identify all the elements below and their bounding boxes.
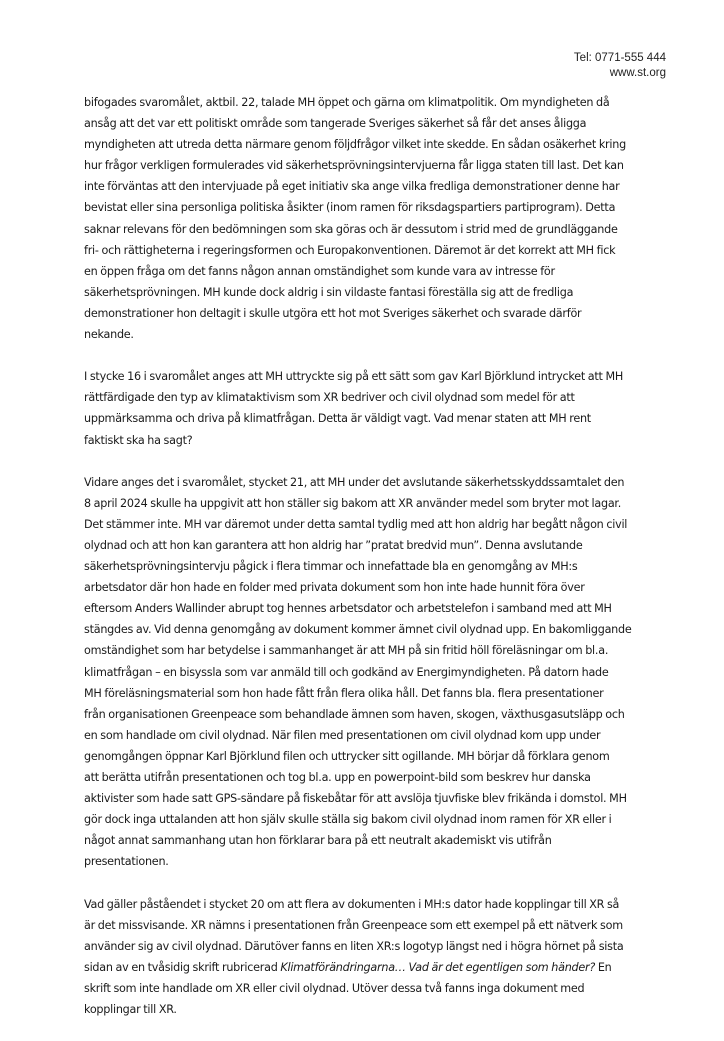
text-line: presentationen. [84, 855, 169, 869]
text-line: bifogades svaromålet, aktbil. 22, talade MH öppet och gärna om klimatpolitik. Om myndigheten då [84, 96, 610, 109]
text-line [84, 957, 664, 978]
website-url: www.st.org [609, 67, 666, 79]
text-line: säkerhetsprövningsintervju pågick i flera timmar och innefattade bla en genomgång av MH:s [84, 560, 578, 574]
text-fragment: En [595, 960, 612, 974]
text-line: uppmärksamma och driva på klimatfrågan. Detta är väldigt vagt. Vad menar staten att MH rent [84, 412, 591, 426]
text-line: en som handlade om civil olydnad. När filen med presentationen om civil olydnad kom upp under [84, 728, 601, 742]
text-line: arbetsdator där hon hade en folder med privata dokument som hon inte hade hunnit föra över [84, 581, 585, 595]
text-line: olydnad och att hon kan garantera att hon aldrig har ”pratat bredvid mun”. Denna avslutande [84, 538, 583, 552]
text-line: från organisationen Greenpeace som behandlade ämnen som haven, skogen, växthusgasutsläpp och [84, 707, 625, 721]
text-line: omständighet som har betydelse i sammanhanget är att MH på sin fritid höll föreläsningar om bl.a. [84, 644, 609, 658]
text-fragment: sidan av en tvåsidig skrift rubricerad [84, 960, 281, 974]
document-title-italic: Klimatförändringarna… Vad är det egentligen som händer? [280, 960, 596, 974]
text-line: 8 april 2024 skulle ha uppgivit att hon ställer sig bakom att XR använder medel som bryter mot lagar. [84, 496, 622, 510]
text-line: en öppen fråga om det fanns någon annan omständighet som kunde vara av intresse för [84, 264, 555, 278]
text-line: att berätta utifrån presentationen och tog bl.a. upp en powerpoint-bild som beskrev hur danska [84, 771, 591, 784]
text-line: säkerhetsprövningen. MH kunde dock aldrig i sin vildaste fantasi föreställa sig att de fredliga [84, 285, 574, 299]
text-line: demonstrationer hon deltagit i skulle utgöra ett hot mot Sveriges säkerhet och svarade därför [84, 306, 582, 320]
text-line: använder sig av civil olydnad. Därutöver fanns en liten XR:s logotyp längst ned i högra hörnet på sista [84, 939, 624, 953]
text-line: är det missvisande. XR nämns i presentationen från Greenpeace som ett exempel på ett nätverk som [84, 918, 623, 932]
text-line: aktivister som hade satt GPS-sändare på fiskebåtar för att avslöja tjuvfiske blev frikända i domstol. MH [84, 792, 627, 806]
phone-number: Tel: 0771-555 444 [573, 52, 666, 64]
paragraph-3 [84, 472, 664, 873]
text-line: ansåg att det var ett politiskt område som tangerade Sveriges säkerhet så får det anses åligga [84, 117, 587, 131]
letterhead-contact [574, 51, 666, 81]
text-line: bevistat eller sina personliga politiska åsikter (inom ramen för riksdagspartiers partiprogram). Detta [84, 201, 616, 215]
text-line: myndigheten att utreda detta närmare genom följdfrågor vilket inte skedde. En sådan osäkerhet kring [84, 138, 626, 152]
text-line: nekande. [84, 328, 134, 342]
text-line: hur frågor verkligen formulerades vid säkerhetsprövningsintervjuerna får ligga staten till last. Det kan [84, 159, 624, 173]
text-line: inte förväntas att den intervjuade på eget initiativ ska ange vilka fredliga demonstrationer denne har [84, 180, 620, 194]
text-line: Det stämmer inte. MH var däremot under detta samtal tydlig med att hon aldrig har begått någon civil [84, 517, 628, 531]
text-line: skrift som inte handlade om XR eller civil olydnad. Utöver dessa två fanns inga dokument med [84, 981, 585, 995]
paragraph-2 [84, 366, 664, 450]
text-line: fri- och rättigheterna i regeringsformen och Europakonventionen. Däremot är det korrekt att MH fick [84, 243, 616, 257]
text-line: klimatfrågan – en bisyssla som var anmäld till och godkänd av Energimyndigheten. På datorn hade [84, 665, 609, 679]
text-line: faktiskt ska ha sagt? [84, 433, 193, 447]
paragraph-4 [84, 894, 664, 1021]
text-line: rättfärdigade den typ av klimataktivism som XR bedriver och civil olydnad som medel för att [84, 391, 575, 405]
text-line: genomgången öppnar Karl Björklund filen och uttrycker sitt ogillande. MH börjar då förklara genom [84, 749, 610, 763]
text-line: Vidare anges det i svaromålet, stycket 21, att MH under det avslutande säkerhetsskyddssamtalet den [84, 475, 625, 489]
text-line: I stycke 16 i svaromålet anges att MH uttryckte sig på ett sätt som gav Karl Björklund intrycket att MH [84, 370, 624, 384]
text-line: eftersom Anders Wallinder abrupt tog hennes arbetsdator och arbetstelefon i samband med att MH [84, 602, 612, 616]
text-line: stängdes av. Vid denna genomgång av dokument kommer ämnet civil olydnad upp. En bakomliggande [84, 623, 632, 637]
text-line: gör dock inga uttalanden att hon själv skulle ställa sig bakom civil olydnad inom ramen för XR eller i [84, 813, 612, 827]
text-line: MH föreläsningsmaterial som hon hade fått från flera olika håll. Det fanns bla. flera presentationer [84, 686, 604, 700]
document-body [84, 92, 664, 1041]
text-line: kopplingar till XR. [84, 1003, 177, 1017]
text-line: saknar relevans för den bedömningen som ska göras och är dessutom i strid med de grundläggande [84, 222, 618, 236]
paragraph-1 [84, 92, 664, 345]
text-line: något annat sammanhang utan hon förklarar bara på ett neutralt akademiskt vis utifrån [84, 834, 552, 848]
text-line: Vad gäller påståendet i stycket 20 om att flera av dokumenten i MH:s dator hade kopplingar till XR så [84, 897, 620, 911]
